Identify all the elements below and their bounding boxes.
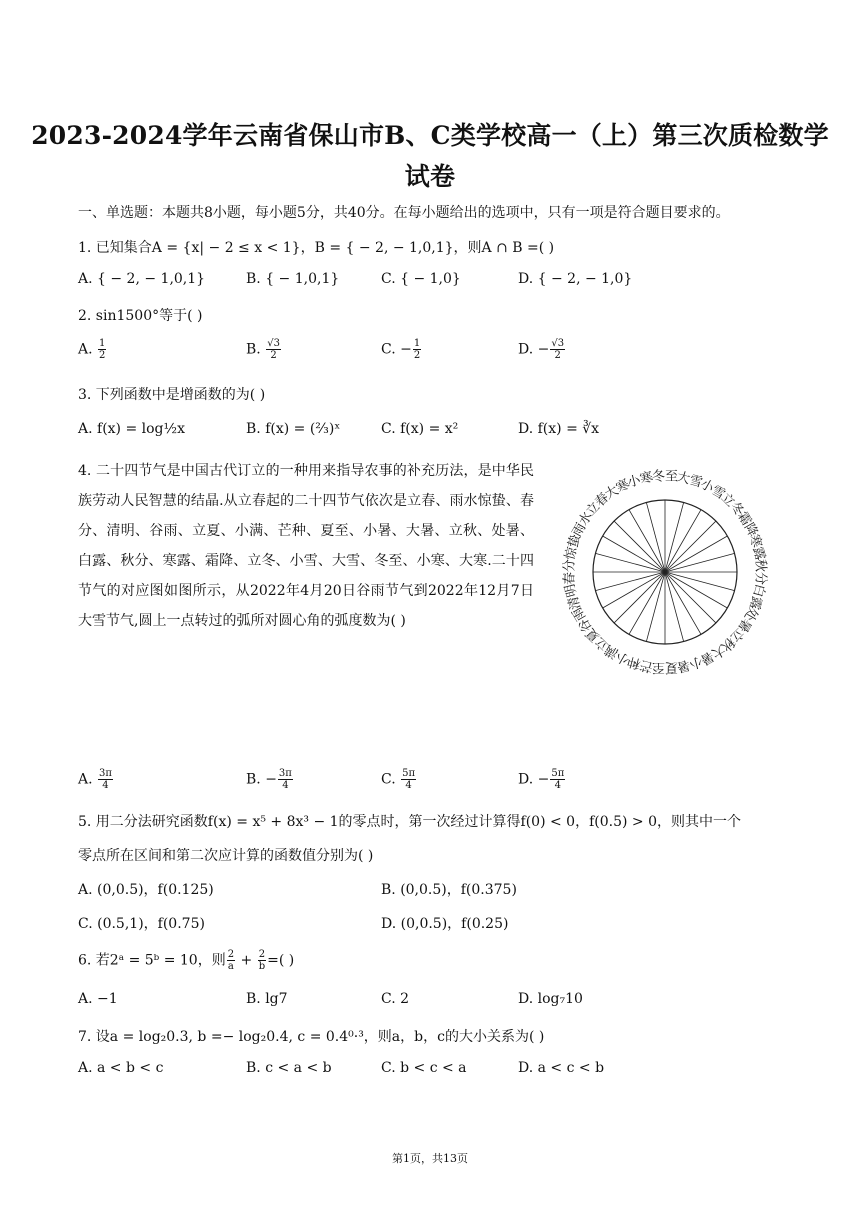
question-6-stem: 6. 若2ᵃ = 5ᵇ = 10，则 $\frac{2}{a}$ + $\frac{2}{b}$ =( ) (78, 949, 295, 972)
q6-option-d: D. log₇10 (518, 991, 583, 1007)
solar-term-label: 春分 (562, 558, 578, 586)
question-5-stem-2: 零点所在区间和第二次应计算的函数值分别为( ) (78, 848, 374, 864)
section-heading: 一、单选题：本题共8小题，每小题5分，共40分。在每小题给出的选项中，只有一项是符合题目要求的。 (78, 205, 730, 221)
solar-term-label: 霜降 (734, 509, 761, 540)
solar-term-label: 清明 (562, 582, 584, 612)
solar-term-label: 小寒 (625, 469, 655, 491)
wheel-spoke (665, 572, 727, 608)
q1-option-c: C. { − 1,0} (381, 271, 461, 287)
q7-option-c: C. b < c < a (381, 1060, 467, 1076)
wheel-spoke (629, 510, 665, 572)
q3-option-d: D. f(x) = ∛x (518, 421, 600, 437)
question-3-stem: 3. 下列函数中是增函数的为( ) (78, 387, 266, 403)
q4-option-a: A. $\frac{3\pi}{4}$ (78, 768, 112, 791)
page-title: 2023-2024学年云南省保山市B、C类学校高一（上）第三次质检数学 (31, 121, 829, 150)
wheel-spoke (603, 536, 665, 572)
wheel-spoke (646, 572, 665, 642)
wheel-spoke (646, 502, 665, 572)
page-footer: 第1页，共13页 (392, 1152, 468, 1165)
solar-term-label: 立夏 (583, 624, 613, 654)
solar-term-label: 芒种 (625, 653, 655, 675)
wheel-spoke (665, 572, 716, 623)
wheel-spoke (665, 521, 716, 572)
solar-term-label: 处暑 (734, 604, 761, 635)
q5-option-a: A. (0,0.5)，f(0.125) (78, 882, 214, 898)
q1-option-b: B. { − 1,0,1} (246, 271, 340, 287)
question-4-text: 4. 二十四节气是中国古代订立的一种用来指导农事的补充历法，是中华民族劳动人民智慧的结晶.从立春起的二十四节气依次是立春、雨水惊蛰、春分、清明、谷雨、立夏、小满、芒种、夏至、小暑、大暑、立秋、处暑、白露、秋分、寒露、霜降、立冬、小雪、大雪、冬至、小寒、大寒.二十四节气的对应图如图所示，从2022年4月20日谷雨节气到2022年12月7日大雪节气,圆上一点转过的弧所对圆心角的弧度数为( ) (78, 463, 534, 629)
wheel-spoke (595, 572, 665, 591)
q6-option-b: B. lg7 (246, 991, 288, 1007)
wheel-spoke (603, 572, 665, 608)
q3-option-a: A. f(x) = log½x (78, 421, 185, 437)
solar-term-label: 寒露 (746, 532, 768, 562)
q4-option-c: C. $\frac{5\pi}{4}$ (381, 768, 416, 791)
wheel-spoke (595, 553, 665, 572)
q6-option-c: C. 2 (381, 991, 410, 1007)
solar-term-label: 小满 (602, 641, 633, 668)
question-5-stem: 5. 用二分法研究函数f(x) = x⁵ + 8x³ − 1的零点时，第一次经过计算得f(0) < 0，f(0.5) > 0，则其中一个 (78, 814, 741, 830)
solar-term-label: 小雪 (697, 476, 728, 503)
wheel-spoke (665, 553, 735, 572)
q2-option-a: A. $\frac{1}{2}$ (78, 338, 106, 361)
q5-option-c: C. (0.5,1)，f(0.75) (78, 916, 205, 932)
wheel-spoke (614, 572, 665, 623)
solar-term-label: 大寒 (602, 476, 633, 503)
q1-option-a: A. { − 2, − 1,0,1} (78, 271, 206, 287)
solar-term-label: 白露 (746, 582, 768, 612)
q2-option-d: D. − $\frac{√3}{2}$ (518, 338, 565, 361)
question-2-stem: 2. sin1500°等于( ) (78, 308, 203, 324)
wheel-spoke (665, 510, 701, 572)
wheel-spoke (665, 572, 684, 642)
solar-term-label: 秋分 (752, 558, 768, 586)
q3-option-b: B. f(x) = (⅔)ˣ (246, 421, 341, 437)
question-7-stem: 7. 设a = log₂0.3, b =− log₂0.4, c = 0.4⁰·³，则a，b，c的大小关系为( ) (78, 1029, 545, 1045)
q2-option-b: B. $\frac{√3}{2}$ (246, 338, 280, 361)
q7-option-a: A. a < b < c (78, 1060, 164, 1076)
q6-option-a: A. −1 (78, 991, 118, 1007)
solar-term-label: 雨水 (569, 509, 596, 540)
q5-option-b: B. (0,0.5)，f(0.375) (381, 882, 517, 898)
solar-term-label: 小暑 (675, 653, 705, 675)
q1-option-d: D. { − 2, − 1,0} (518, 271, 633, 287)
wheel-spoke (665, 502, 684, 572)
page-title-line2: 试卷 (404, 162, 456, 191)
wheel-spoke (665, 536, 727, 572)
wheel-spoke (665, 572, 735, 591)
wheel-spoke (614, 521, 665, 572)
solar-terms-diagram (540, 447, 790, 697)
solar-term-label: 立冬 (717, 490, 747, 520)
solar-term-label: 大雪 (675, 469, 705, 491)
question-1-stem: 1. 已知集合A = {x| − 2 ≤ x < 1}，B = { − 2, − 1,0,1}，则A ∩ B =( ) (78, 240, 555, 256)
solar-term-label: 立秋 (717, 624, 747, 654)
wheel-spoke (665, 572, 701, 634)
solar-term-label: 立春 (583, 490, 613, 520)
q4-option-b: B. − $\frac{3\pi}{4}$ (246, 768, 292, 791)
solar-term-label: 惊蛰 (562, 532, 584, 562)
q5-option-d: D. (0,0.5)，f(0.25) (381, 916, 509, 932)
q7-option-b: B. c < a < b (246, 1060, 332, 1076)
wheel-spoke (629, 572, 665, 634)
solar-term-label: 冬至 (651, 469, 679, 485)
q4-option-d: D. − $\frac{5\pi}{4}$ (518, 768, 565, 791)
q7-option-d: D. a < c < b (518, 1060, 605, 1076)
q2-option-c: C. − $\frac{1}{2}$ (381, 338, 421, 361)
solar-term-label: 谷雨 (569, 604, 596, 635)
solar-term-label: 夏至 (651, 659, 679, 675)
solar-term-label: 大暑 (697, 641, 728, 668)
q3-option-c: C. f(x) = x² (381, 421, 459, 437)
